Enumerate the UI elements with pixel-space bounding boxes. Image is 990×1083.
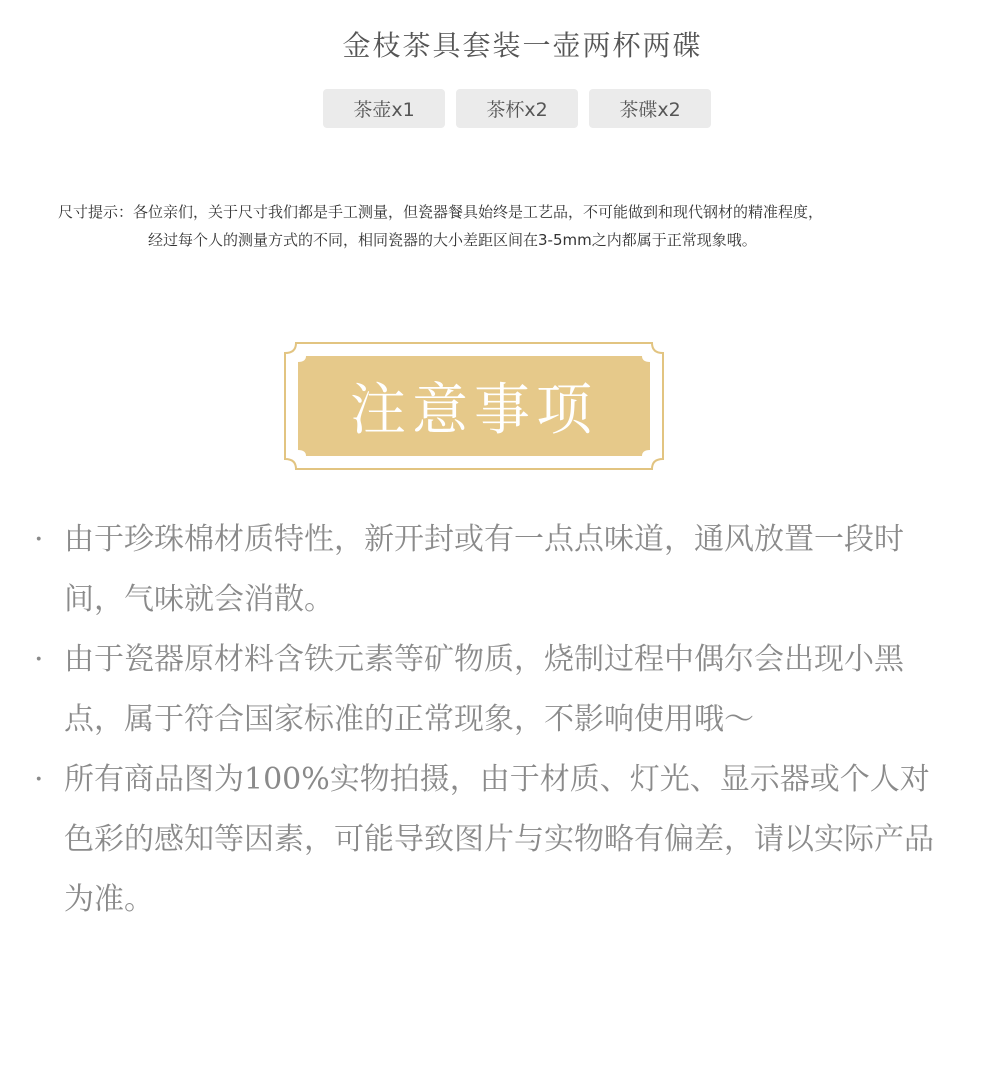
notice-item-color-difference bbox=[32, 750, 942, 930]
bullet-dot: · bbox=[34, 642, 44, 677]
bullet-dot: · bbox=[34, 762, 44, 797]
notice-banner bbox=[282, 340, 666, 472]
notice-item-black-spots bbox=[32, 630, 942, 750]
notice-list bbox=[32, 510, 942, 930]
notice-item-text: 由于珍珠棉材质特性，新开封或有一点点味道，通风放置一段时间，气味就会消散。 bbox=[64, 522, 904, 617]
product-title: 金枝茶具套装一壶两杯两碟 bbox=[342, 29, 703, 62]
tag-teacup: 茶杯x2 bbox=[456, 89, 578, 128]
notice-item-text: 所有商品图为100%实物拍摄，由于材质、灯光、显示器或个人对色彩的感知等因素，可能导致图片与实物略有偏差，请以实际产品为准。 bbox=[64, 762, 934, 917]
size-tip-line-1: 尺寸提示：各位亲们，关于尺寸我们都是手工测量，但瓷器餐具始终是工艺品，不可能做到和现代钢材的精准程度， bbox=[58, 203, 824, 221]
size-tip bbox=[0, 198, 990, 254]
tag-saucer: 茶碟x2 bbox=[589, 89, 711, 128]
notice-item-odor bbox=[32, 510, 942, 630]
product-contents bbox=[323, 89, 711, 128]
bullet-dot: · bbox=[34, 522, 44, 557]
notice-heading: 注意事项 bbox=[350, 378, 598, 443]
size-tip-line-2: 经过每个人的测量方式的不同，相同瓷器的大小差距区间在3-5mm之内都属于正常现象哦。 bbox=[148, 231, 757, 249]
tag-teapot: 茶壶x1 bbox=[323, 89, 445, 128]
notice-item-text: 由于瓷器原材料含铁元素等矿物质，烧制过程中偶尔会出现小黑点，属于符合国家标准的正常现象，不影响使用哦～ bbox=[64, 642, 904, 737]
